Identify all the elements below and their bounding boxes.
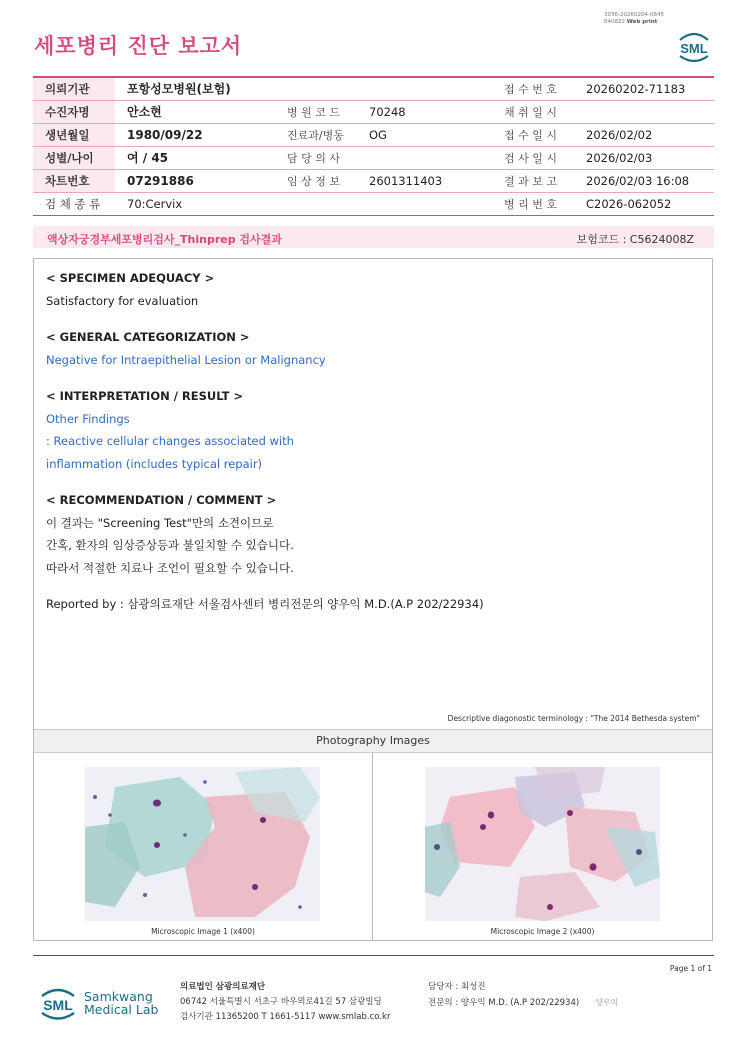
interpretation-line: Other Findings bbox=[46, 411, 130, 426]
logo-text: SML bbox=[680, 41, 708, 56]
info-label: 병 리 번 호 bbox=[492, 192, 574, 215]
recommendation-line: 이 결과는 "Screening Test"만의 소견이므로 bbox=[46, 515, 274, 530]
info-row bbox=[33, 169, 714, 192]
info-label: 접 수 일 시 bbox=[492, 123, 574, 146]
info-label: 접 수 번 호 bbox=[492, 77, 574, 100]
info-row bbox=[33, 146, 714, 169]
info-label bbox=[275, 192, 357, 215]
info-value: 2026/02/03 16:08 bbox=[574, 169, 714, 192]
info-label: 성별/나이 bbox=[33, 146, 115, 169]
photo-heading: Photography Images bbox=[34, 729, 712, 753]
info-value: 여 / 45 bbox=[115, 146, 275, 169]
info-label: 채 취 일 시 bbox=[492, 100, 574, 123]
info-value: 안소현 bbox=[115, 100, 275, 123]
recommendation-line: 간혹, 환자의 임상증상등과 불일치할 수 있습니다. bbox=[46, 538, 294, 552]
page-title: 세포병리 진단 보고서 bbox=[34, 34, 243, 58]
sml-logo-icon bbox=[674, 26, 714, 66]
category-heading: < GENERAL CATEGORIZATION > bbox=[46, 330, 250, 344]
info-value bbox=[357, 192, 492, 215]
brand-name bbox=[84, 990, 158, 1016]
info-label: 수진자명 bbox=[33, 100, 115, 123]
microscopic-image-2 bbox=[425, 767, 660, 921]
report-box bbox=[33, 258, 713, 941]
patient-info-table bbox=[33, 76, 714, 216]
org-info bbox=[180, 980, 390, 1025]
info-row bbox=[33, 123, 714, 146]
insurance-code: 보험코드 : C5624008Z bbox=[576, 233, 694, 246]
info-value bbox=[574, 100, 714, 123]
doctor-line: 전문의 : 양우익 M.D. (A.P 202/22934) bbox=[428, 998, 580, 1008]
category-text: Negative for Intraepithelial Lesion or Malignancy bbox=[46, 352, 326, 367]
info-row bbox=[33, 77, 714, 100]
exam-bar bbox=[33, 226, 714, 248]
info-label: 병 원 코 드 bbox=[275, 100, 357, 123]
info-value: 2601311403 bbox=[357, 169, 492, 192]
info-label: 진료과/병동 bbox=[275, 123, 357, 146]
staff-line: 담당자 : 최성진 bbox=[428, 982, 486, 992]
info-value: 1980/09/22 bbox=[115, 123, 275, 146]
info-label: 검 사 일 시 bbox=[492, 146, 574, 169]
info-value: 2026/02/02 bbox=[574, 123, 714, 146]
info-value: 70248 bbox=[357, 100, 492, 123]
footer-divider bbox=[33, 955, 714, 956]
category-section bbox=[46, 326, 326, 371]
sml-footer-logo-icon bbox=[36, 980, 80, 1024]
info-value: C2026-062052 bbox=[574, 192, 714, 215]
terminology-note: Descriptive diagonostic terminology : "The 2014 Bethesda system" bbox=[447, 714, 700, 723]
info-value: 70:Cervix bbox=[115, 192, 275, 215]
info-value: OG bbox=[357, 123, 492, 146]
info-row bbox=[33, 100, 714, 123]
info-label: 의뢰기관 bbox=[33, 77, 115, 100]
recommendation-heading: < RECOMMENDATION / COMMENT > bbox=[46, 493, 277, 507]
print-id bbox=[604, 12, 664, 26]
info-value: 07291886 bbox=[115, 169, 275, 192]
info-label: 임 상 정 보 bbox=[275, 169, 357, 192]
org-name: 의료법인 삼광의료재단 bbox=[180, 982, 266, 992]
print-id-line2: 040822 bbox=[604, 19, 625, 25]
adequacy-text: Satisfactory for evaluation bbox=[46, 293, 199, 308]
recommendation-section bbox=[46, 489, 294, 579]
org-address: 06742 서울특별시 서초구 바우뫼로41길 57 삼광빌딩 bbox=[180, 997, 382, 1007]
footer-logo-text: SML bbox=[43, 997, 73, 1013]
image-caption-1: Microscopic Image 1 (x400) bbox=[151, 927, 255, 936]
info-label: 검 체 종 류 bbox=[33, 192, 115, 215]
print-label: Web print bbox=[626, 19, 658, 25]
info-label: 차트번호 bbox=[33, 169, 115, 192]
photo-cell-2 bbox=[373, 753, 712, 940]
page-number: Page 1 of 1 bbox=[669, 964, 712, 973]
staff-info bbox=[428, 980, 618, 1011]
info-label: 결 과 보 고 bbox=[492, 169, 574, 192]
info-value: 2026/02/03 bbox=[574, 146, 714, 169]
info-label: 생년월일 bbox=[33, 123, 115, 146]
brand-line1: Samkwang bbox=[84, 989, 153, 1004]
info-label bbox=[275, 77, 357, 100]
photo-cell-1 bbox=[34, 753, 373, 940]
image-caption-2: Microscopic Image 2 (x400) bbox=[490, 927, 595, 936]
brand-line2: Medical Lab bbox=[84, 1002, 159, 1017]
interpretation-line: : Reactive cellular changes associated with bbox=[46, 434, 294, 448]
info-label: 담 당 의 사 bbox=[275, 146, 357, 169]
adequacy-section bbox=[46, 267, 214, 312]
info-value bbox=[357, 77, 492, 100]
interpretation-section bbox=[46, 385, 294, 475]
info-value: 20260202-71183 bbox=[574, 77, 714, 100]
adequacy-heading: < SPECIMEN ADEQUACY > bbox=[46, 271, 215, 285]
exam-name: 액상자궁경부세포병리검사_Thinprep 검사결과 bbox=[47, 233, 282, 246]
info-value: 포항성모병원(보험) bbox=[115, 77, 275, 100]
interpretation-heading: < INTERPRETATION / RESULT > bbox=[46, 389, 244, 403]
info-row bbox=[33, 192, 714, 215]
signature: 양우익 bbox=[595, 998, 619, 1007]
recommendation-line: 따라서 적절한 치료나 조언이 필요할 수 있습니다. bbox=[46, 560, 294, 575]
print-id-line1: 3036-20260204-0845 bbox=[604, 12, 664, 18]
info-value bbox=[357, 146, 492, 169]
org-contact: 검사기관 11365200 T 1661-5117 www.smlab.co.kr bbox=[180, 1012, 391, 1022]
reported-by: Reported by : 삼광의료재단 서울검사센터 병리전문의 양우익 M.D.(A.P 202/22934) bbox=[46, 597, 484, 611]
interpretation-line: inflammation (includes typical repair) bbox=[46, 456, 263, 471]
microscopic-image-1 bbox=[85, 767, 320, 921]
